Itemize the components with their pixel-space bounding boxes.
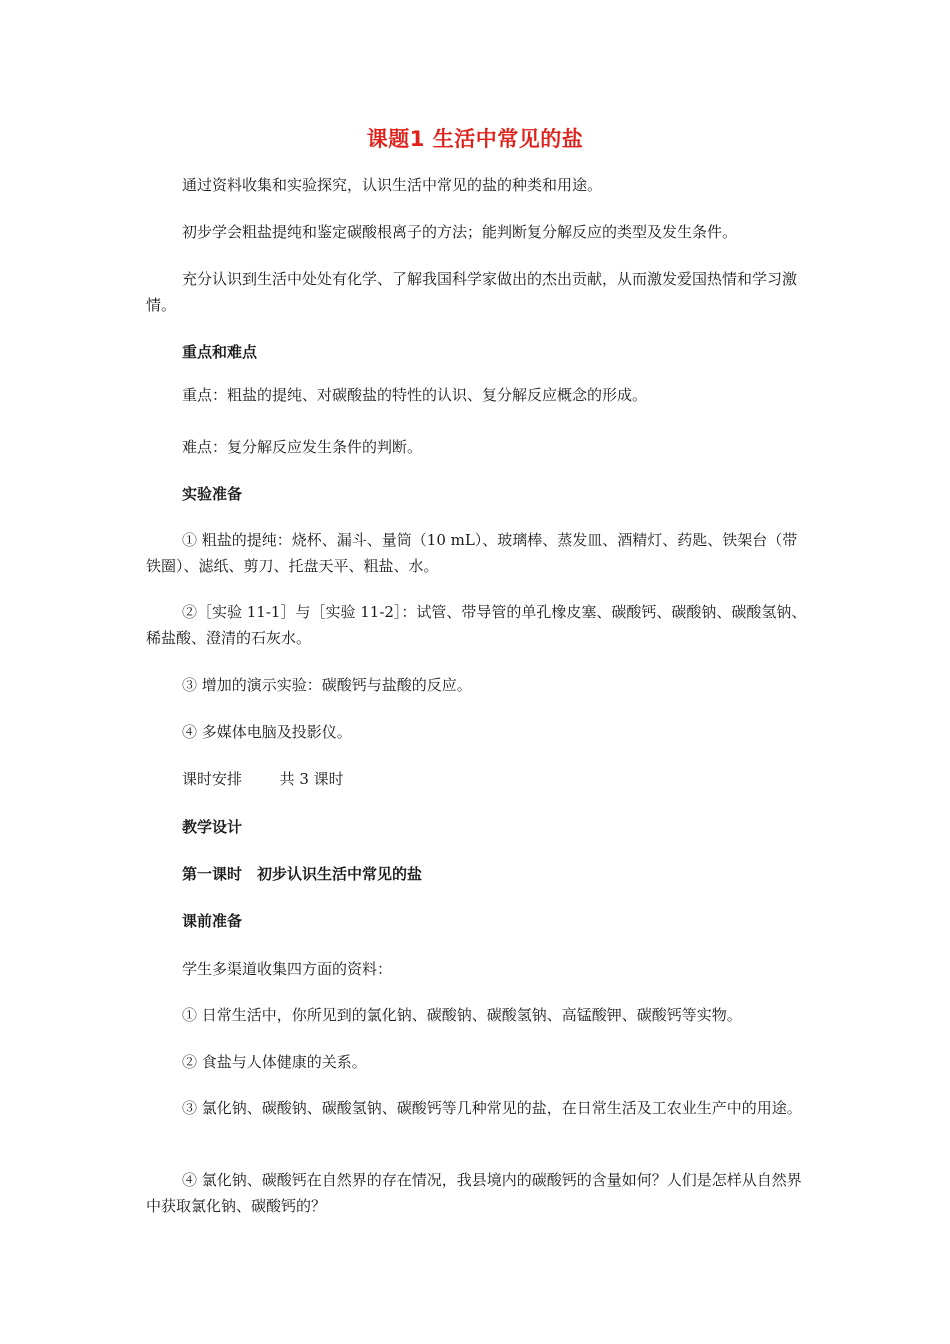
schedule-label: 课时安排 [182, 770, 243, 788]
preparation-item: ① 粗盐的提纯：烧杯、漏斗、量筒（10 mL）、玻璃棒、蒸发皿、酒精灯、药匙、铁架台（带铁圈）、滤纸、剪刀、托盘天平、粗盐、水。 [146, 531, 798, 575]
preparation-item: ③ 增加的演示实验：碳酸钙与盐酸的反应。 [182, 676, 472, 694]
difficulty-text: 难点：复分解反应发生条件的判断。 [182, 438, 423, 456]
schedule-line [182, 768, 344, 789]
material-item: ④ 氯化钠、碳酸钙在自然界的存在情况，我县境内的碳酸钙的含量如何？人们是怎样从自然界中获取氯化钠、碳酸钙的？ [146, 1171, 802, 1215]
section-heading-preparation: 实验准备 [182, 485, 243, 503]
lesson-one-heading: 第一课时 初步认识生活中常见的盐 [182, 865, 423, 883]
document-title: 课题1 生活中常见的盐 [366, 127, 584, 151]
objective-paragraph: 初步学会粗盐提纯和鉴定碳酸根离子的方法；能判断复分解反应的类型及发生条件。 [182, 223, 738, 241]
preparation-item: ②［实验 11-1］与［实验 11-2］：试管、带导管的单孔橡皮塞、碳酸钙、碳酸钠、碳酸氢钠、稀盐酸、澄清的石灰水。 [146, 603, 807, 647]
section-heading-design: 教学设计 [182, 818, 243, 836]
intro-text: 学生多渠道收集四方面的资料： [182, 960, 393, 978]
material-item: ① 日常生活中，你所见到的氯化钠、碳酸钠、碳酸氢钠、高锰酸钾、碳酸钙等实物。 [182, 1006, 742, 1024]
objective-paragraph: 充分认识到生活中处处有化学、了解我国科学家做出的杰出贡献，从而激发爱国热情和学习激情。 [146, 270, 798, 314]
schedule-value: 共 3 课时 [279, 770, 344, 788]
material-item: ③ 氯化钠、碳酸钠、碳酸氢钠、碳酸钙等几种常见的盐，在日常生活及工农业生产中的用途。 [182, 1099, 802, 1117]
preparation-item: ④ 多媒体电脑及投影仪。 [182, 723, 352, 741]
focus-text: 重点：粗盐的提纯、对碳酸盐的特性的认识、复分解反应概念的形成。 [182, 386, 648, 404]
objective-paragraph: 通过资料收集和实验探究，认识生活中常见的盐的种类和用途。 [182, 176, 603, 194]
material-item: ② 食盐与人体健康的关系。 [182, 1053, 367, 1071]
pre-class-heading: 课前准备 [182, 912, 243, 930]
section-heading-key-points: 重点和难点 [182, 343, 258, 361]
